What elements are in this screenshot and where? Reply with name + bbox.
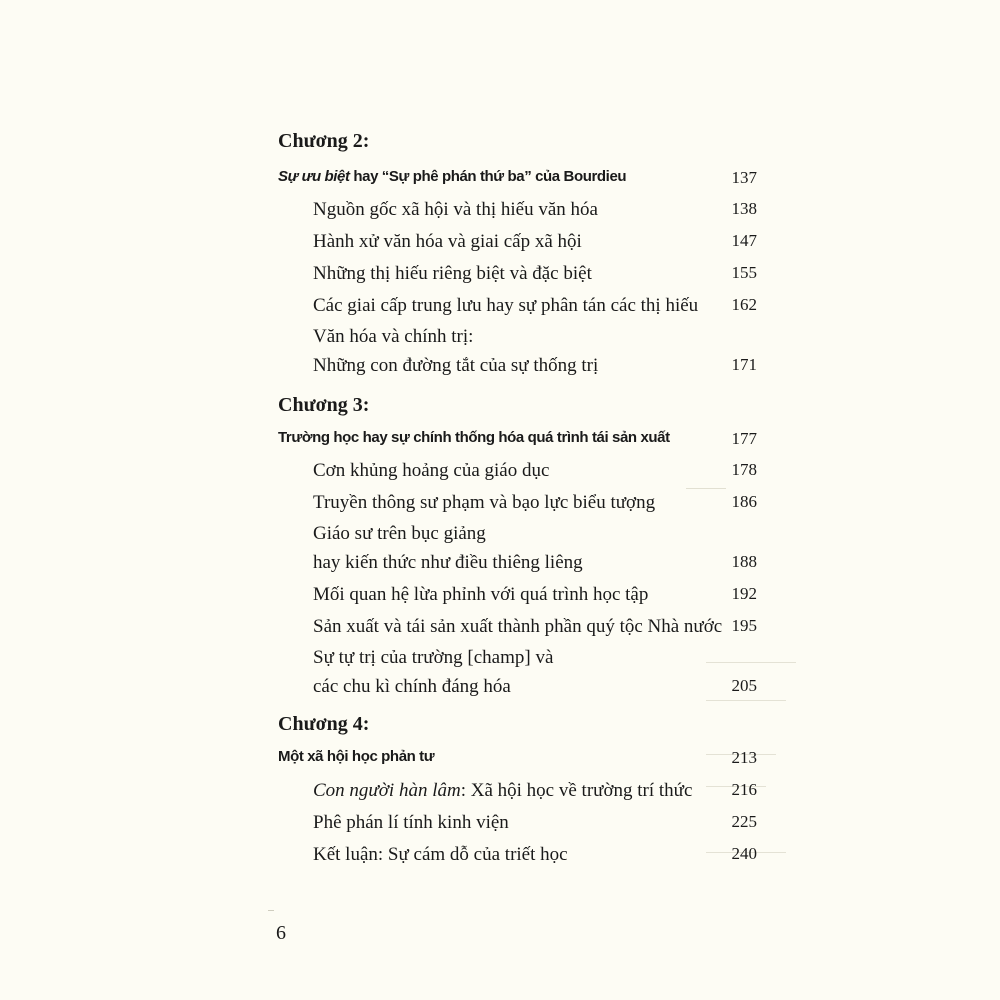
toc-entry[interactable] xyxy=(0,676,1000,706)
page-number: 178 xyxy=(731,460,757,479)
page-number: 138 xyxy=(731,199,757,218)
page-number: 186 xyxy=(731,492,757,511)
toc-entry[interactable] xyxy=(0,616,1000,646)
page-number: 225 xyxy=(731,812,757,831)
page-number: 192 xyxy=(731,584,757,603)
section-title: Mối quan hệ lừa phỉnh với quá trình học tập xyxy=(313,584,649,605)
chapter-heading: Chương 2: xyxy=(278,130,370,152)
toc-entry[interactable] xyxy=(0,263,1000,293)
chapter-4-heading-row xyxy=(0,713,1000,743)
toc-entry[interactable] xyxy=(0,199,1000,229)
section-title-rest: : Xã hội học về trường trí thức xyxy=(460,780,693,801)
chapter-3-heading-row xyxy=(0,394,1000,424)
page-number: 171 xyxy=(731,355,757,374)
page-number: 147 xyxy=(731,231,757,250)
section-title: Nguồn gốc xã hội và thị hiếu văn hóa xyxy=(313,199,598,220)
page-number: 155 xyxy=(731,263,757,282)
margin-mark xyxy=(268,910,274,911)
toc-entry[interactable] xyxy=(0,492,1000,522)
chapter-title-italic: Sự ưu biệt xyxy=(278,168,350,185)
section-title: Các giai cấp trung lưu hay sự phân tán các thị hiếu xyxy=(313,295,699,316)
chapter-title-rest: hay “Sự phê phán thứ ba” của Bourdieu xyxy=(349,168,627,185)
page-number: 188 xyxy=(731,552,757,571)
section-title: Kết luận: Sự cám dỗ của triết học xyxy=(313,844,568,865)
toc-entry[interactable] xyxy=(0,326,1000,356)
chapter-4-title-row[interactable] xyxy=(0,748,1000,778)
toc-entry[interactable] xyxy=(0,584,1000,614)
toc-entry[interactable] xyxy=(0,355,1000,385)
section-title: Truyền thông sư phạm và bạo lực biểu tượng xyxy=(313,492,656,513)
toc-entry[interactable] xyxy=(0,295,1000,325)
section-title: hay kiến thức như điều thiêng liêng xyxy=(313,552,583,573)
chapter-heading: Chương 4: xyxy=(278,713,370,735)
section-title: Hành xử văn hóa và giai cấp xã hội xyxy=(313,231,582,252)
section-title: các chu kì chính đáng hóa xyxy=(313,676,511,697)
page-number: 195 xyxy=(731,616,757,635)
page-number: 213 xyxy=(731,748,757,767)
page-number: 137 xyxy=(731,168,757,187)
section-title: Phê phán lí tính kinh viện xyxy=(313,812,509,833)
chapter-heading: Chương 3: xyxy=(278,394,370,416)
chapter-title: Trường học hay sự chính thống hóa quá trình tái sản xuất xyxy=(278,429,670,446)
page-number: 216 xyxy=(731,780,757,799)
section-title xyxy=(313,780,692,802)
page-number: 177 xyxy=(731,429,757,448)
toc-entry[interactable] xyxy=(0,844,1000,874)
section-title-italic: Con người hàn lâm xyxy=(313,780,461,801)
chapter-title xyxy=(278,168,626,185)
toc-entry[interactable] xyxy=(0,812,1000,842)
toc-entry[interactable] xyxy=(0,231,1000,261)
chapter-title: Một xã hội học phản tư xyxy=(278,748,435,765)
chapter-3-title-row[interactable] xyxy=(0,429,1000,459)
section-title: Những thị hiếu riêng biệt và đặc biệt xyxy=(313,263,592,284)
page-number: 240 xyxy=(731,844,757,863)
section-title: Sự tự trị của trường [champ] và xyxy=(313,647,554,668)
section-title: Giáo sư trên bục giảng xyxy=(313,523,486,544)
folio-page-number: 6 xyxy=(276,922,286,944)
toc-entry[interactable] xyxy=(0,552,1000,582)
toc-entry[interactable] xyxy=(0,647,1000,677)
toc-entry[interactable] xyxy=(0,460,1000,490)
page-number: 205 xyxy=(731,676,757,695)
section-title: Văn hóa và chính trị: xyxy=(313,326,474,347)
chapter-2-heading-row xyxy=(0,130,1000,160)
toc-entry[interactable] xyxy=(0,780,1000,810)
section-title: Cơn khủng hoảng của giáo dục xyxy=(313,460,550,481)
toc-entry[interactable] xyxy=(0,523,1000,553)
page-number: 162 xyxy=(731,295,757,314)
chapter-2-title-row[interactable] xyxy=(0,168,1000,198)
section-title: Những con đường tắt của sự thống trị xyxy=(313,355,599,376)
section-title: Sản xuất và tái sản xuất thành phần quý tộc Nhà nước xyxy=(313,616,723,637)
